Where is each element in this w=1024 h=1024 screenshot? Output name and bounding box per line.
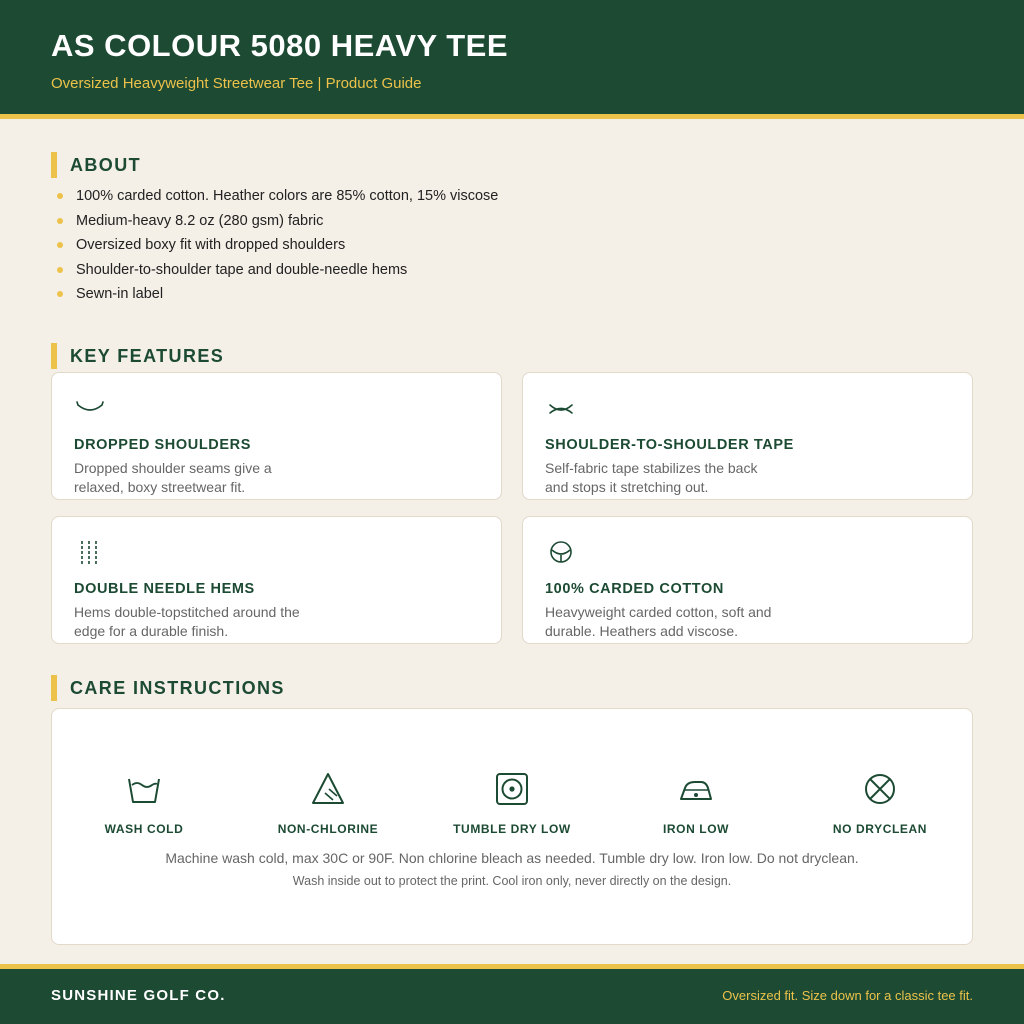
iron-icon [679,772,713,806]
list-item [57,187,498,212]
care-item-wash-cold [64,772,224,842]
feature-title: SHOULDER-TO-SHOULDER TAPE [545,437,794,453]
page-subtitle: Oversized Heavyweight Streetwear Tee | Product Guide [51,75,422,92]
list-item [57,285,498,310]
section-accent-bar [51,675,57,701]
feature-description: Heavyweight carded cotton, soft and durable. Heathers add viscose. [545,604,772,639]
list-item [57,212,498,237]
feature-card-dropped-shoulders [51,372,502,500]
feature-card-shoulder-tape [522,372,973,500]
bullet-dot [57,242,63,248]
feature-title: DROPPED SHOULDERS [74,437,251,453]
care-label: NON-CHLORINE [277,822,379,836]
care-heading-label: CARE INSTRUCTIONS [70,678,285,698]
list-item [57,236,498,261]
feature-description: Hems double-topstitched around the edge for a durable finish. [74,604,300,639]
section-accent-bar [51,343,57,369]
footer-tagline: Oversized fit. Size down for a classic tee fit. [722,988,973,1003]
header-divider [0,114,1024,119]
feature-card-carded-cotton [522,516,973,644]
list-item [57,261,498,286]
care-label: TUMBLE DRY LOW [453,822,571,836]
no-dryclean-icon [863,772,897,806]
bullet-dot [57,291,63,297]
care-label: NO DRYCLEAN [832,822,928,836]
list-item-text: Shoulder-to-shoulder tape and double-needle hems [76,261,408,278]
care-item-no-dryclean [800,772,960,842]
feature-title: 100% CARDED COTTON [545,581,724,597]
brand-name: SUNSHINE GOLF CO. [51,987,226,1004]
footer [0,969,1024,1024]
care-item-tumble-dry [432,772,592,842]
list-item-text: Medium-heavy 8.2 oz (280 gsm) fabric [76,212,324,229]
care-instructions-text: Machine wash cold, max 30C or 90F. Non chlorine bleach as needed. Tumble dry low. Iron low. Do not dryclean. [165,850,859,866]
care-panel [51,708,973,945]
features-heading-label: KEY FEATURES [70,346,225,366]
bullet-dot [57,218,63,224]
care-label: WASH COLD [104,822,184,836]
care-item-iron-low [616,772,776,842]
care-label: IRON LOW [662,822,730,836]
dropped-shoulder-icon [74,393,106,425]
about-heading-label: ABOUT [70,155,141,175]
bullet-dot [57,267,63,273]
bleach-triangle-icon [311,772,345,806]
section-accent-bar [51,152,57,178]
list-item-text: Sewn-in label [76,286,164,302]
cotton-ball-icon [545,537,577,569]
care-note: Wash inside out to protect the print. Cool iron only, never directly on the design. [292,874,732,888]
feature-title: DOUBLE NEEDLE HEMS [74,581,255,597]
feature-card-double-needle [51,516,502,644]
list-item-text: Oversized boxy fit with dropped shoulders [76,237,346,253]
tumble-dry-icon [495,772,529,806]
bullet-dot [57,193,63,199]
care-item-non-chlorine [248,772,408,842]
about-list [57,187,498,310]
feature-description: Self-fabric tape stabilizes the back and stops it stretching out. [545,460,758,495]
shoulder-tape-icon [545,393,577,425]
header [0,0,1024,114]
list-item-text: 100% carded cotton. Heather colors are 85% cotton, 15% viscose [76,188,499,204]
feature-description: Dropped shoulder seams give a relaxed, boxy streetwear fit. [74,460,272,495]
wash-tub-icon [127,772,161,806]
stitch-lines-icon [74,537,106,569]
page-title: AS COLOUR 5080 HEAVY TEE [51,28,509,63]
